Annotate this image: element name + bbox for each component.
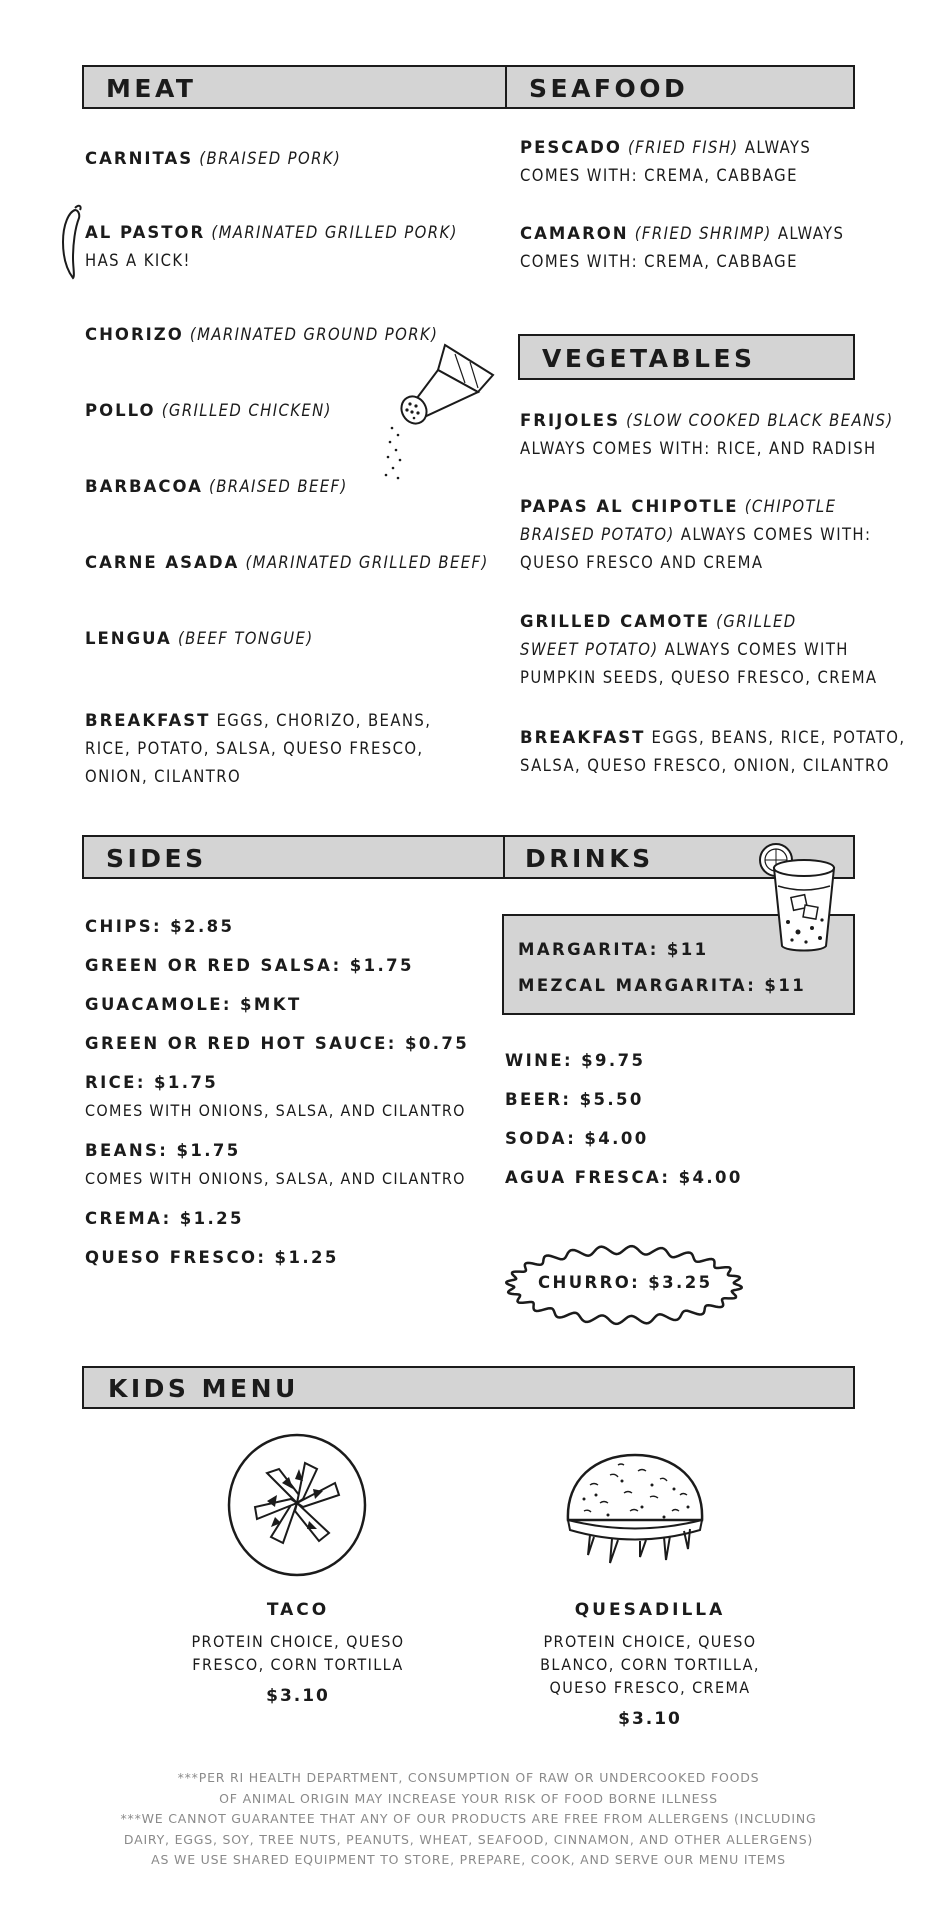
vegetables-title: VEGETABLES <box>542 344 756 373</box>
disclaimer <box>0 1768 937 1871</box>
dessert-churro: CHURRO: $3.25 <box>538 1273 713 1292</box>
side-beans: BEANS: $1.75 <box>85 1141 241 1160</box>
side-crema: CREMA: $1.25 <box>85 1209 244 1228</box>
kids-menu-header <box>82 1366 855 1409</box>
side-beans-note: COMES WITH ONIONS, SALSA, AND CILANTRO <box>85 1169 466 1188</box>
meat-item-carne-asada: CARNE ASADA (MARINATED GRILLED BEEF) <box>85 553 489 572</box>
meat-header <box>82 65 508 109</box>
disclaimer-line-1: ***PER RI HEALTH DEPARTMENT, CONSUMPTION OF RAW OR UNDERCOOKED FOODS <box>177 1770 760 1785</box>
drink-wine: WINE: $9.75 <box>505 1051 646 1070</box>
side-chips: CHIPS: $2.85 <box>85 917 235 936</box>
taco-name: TACO <box>266 1600 330 1620</box>
veg-item-frijoles: FRIJOLES (SLOW COOKED BLACK BEANS) ALWAYS COMES WITH: RICE, AND RADISH <box>520 411 894 458</box>
kids-item-taco <box>148 1600 448 1706</box>
veg-item-camote: GRILLED CAMOTE (GRILLED SWEET POTATO) ALWAYS COMES WITH PUMPKIN SEEDS, QUESO FRESCO, CREMA <box>520 612 878 687</box>
disclaimer-line-5: AS WE USE SHARED EQUIPMENT TO STORE, PREPARE, COOK, AND SERVE OUR MENU ITEMS <box>151 1852 786 1867</box>
side-rice: RICE: $1.75 <box>85 1073 219 1092</box>
disclaimer-line-4: DAIRY, EGGS, SOY, TREE NUTS, PEANUTS, WHEAT, SEAFOOD, CINNAMON, AND OTHER ALLERGENS) <box>123 1831 814 1847</box>
meat-item-lengua: LENGUA (BEEF TONGUE) <box>85 629 314 648</box>
drink-glass-icon <box>752 842 842 957</box>
seafood-title: SEAFOOD <box>529 74 689 103</box>
disclaimer-line-3: ***WE CANNOT GUARANTEE THAT ANY OF OUR PRODUCTS ARE FREE FROM ALLERGENS (INCLUDING <box>120 1811 817 1826</box>
side-guacamole: GUACAMOLE: $MKT <box>85 995 302 1014</box>
salt-shaker-icon <box>360 340 500 490</box>
drink-beer: BEER: $5.50 <box>505 1090 644 1109</box>
drink-margarita: MARGARITA: $11 <box>518 940 709 959</box>
meat-item-barbacoa: BARBACOA (BRAISED BEEF) <box>85 477 348 496</box>
taco-icon <box>227 1433 367 1577</box>
quesadilla-icon <box>560 1445 710 1570</box>
seafood-item-pescado: PESCADO (FRIED FISH) ALWAYS COMES WITH: CREMA, CABBAGE <box>520 138 812 185</box>
seafood-header <box>505 65 855 109</box>
taco-desc: PROTEIN CHOICE, QUESO FRESCO, CORN TORTILLA <box>191 1632 405 1674</box>
vegetables-header <box>518 334 855 380</box>
disclaimer-line-2: OF ANIMAL ORIGIN MAY INCREASE YOUR RISK OF FOOD BORNE ILLNESS <box>219 1790 718 1806</box>
drink-agua-fresca: AGUA FRESCA: $4.00 <box>505 1168 743 1187</box>
quesadilla-price: $3.10 <box>618 1709 682 1729</box>
meat-item-pollo: POLLO (GRILLED CHICKEN) <box>85 401 332 420</box>
sides-header <box>82 835 506 879</box>
meat-item-carnitas: CARNITAS (BRAISED PORK) <box>85 149 342 168</box>
quesadilla-name: QUESADILLA <box>574 1600 726 1620</box>
meat-item-chorizo: CHORIZO (MARINATED GROUND PORK) <box>85 325 439 344</box>
quesadilla-desc: PROTEIN CHOICE, QUESO BLANCO, CORN TORTILLA, QUESO FRESCO, CREMA <box>540 1632 760 1697</box>
taco-price: $3.10 <box>266 1686 330 1706</box>
drink-mezcal-margarita: MEZCAL MARGARITA: $11 <box>518 976 807 995</box>
chili-pepper-icon <box>55 202 87 282</box>
kids-item-quesadilla <box>500 1600 800 1729</box>
sides-title: SIDES <box>106 844 207 873</box>
seafood-item-camaron: CAMARON (FRIED SHRIMP) ALWAYS COMES WITH: CREMA, CABBAGE <box>520 224 845 271</box>
veg-item-breakfast: BREAKFAST EGGS, BEANS, RICE, POTATO, SALSA, QUESO FRESCO, ONION, CILANTRO <box>520 728 906 775</box>
kids-menu-title: KIDS MENU <box>108 1374 299 1403</box>
veg-item-papas: PAPAS AL CHIPOTLE (CHIPOTLE BRAISED POTATO) ALWAYS COMES WITH: QUESO FRESCO AND CREMA <box>520 497 872 572</box>
drinks-title: DRINKS <box>525 844 654 873</box>
side-hot-sauce: GREEN OR RED HOT SAUCE: $0.75 <box>85 1034 470 1053</box>
meat-title: MEAT <box>106 74 197 103</box>
side-salsa: GREEN OR RED SALSA: $1.75 <box>85 956 414 975</box>
meat-item-breakfast: BREAKFAST EGGS, CHORIZO, BEANS, RICE, POTATO, SALSA, QUESO FRESCO, ONION, CILANTRO <box>85 711 432 786</box>
side-rice-note: COMES WITH ONIONS, SALSA, AND CILANTRO <box>85 1101 466 1120</box>
meat-item-al-pastor: AL PASTOR (MARINATED GRILLED PORK) HAS A KICK! <box>85 223 458 270</box>
side-queso: QUESO FRESCO: $1.25 <box>85 1248 339 1267</box>
drink-soda: SODA: $4.00 <box>505 1129 649 1148</box>
